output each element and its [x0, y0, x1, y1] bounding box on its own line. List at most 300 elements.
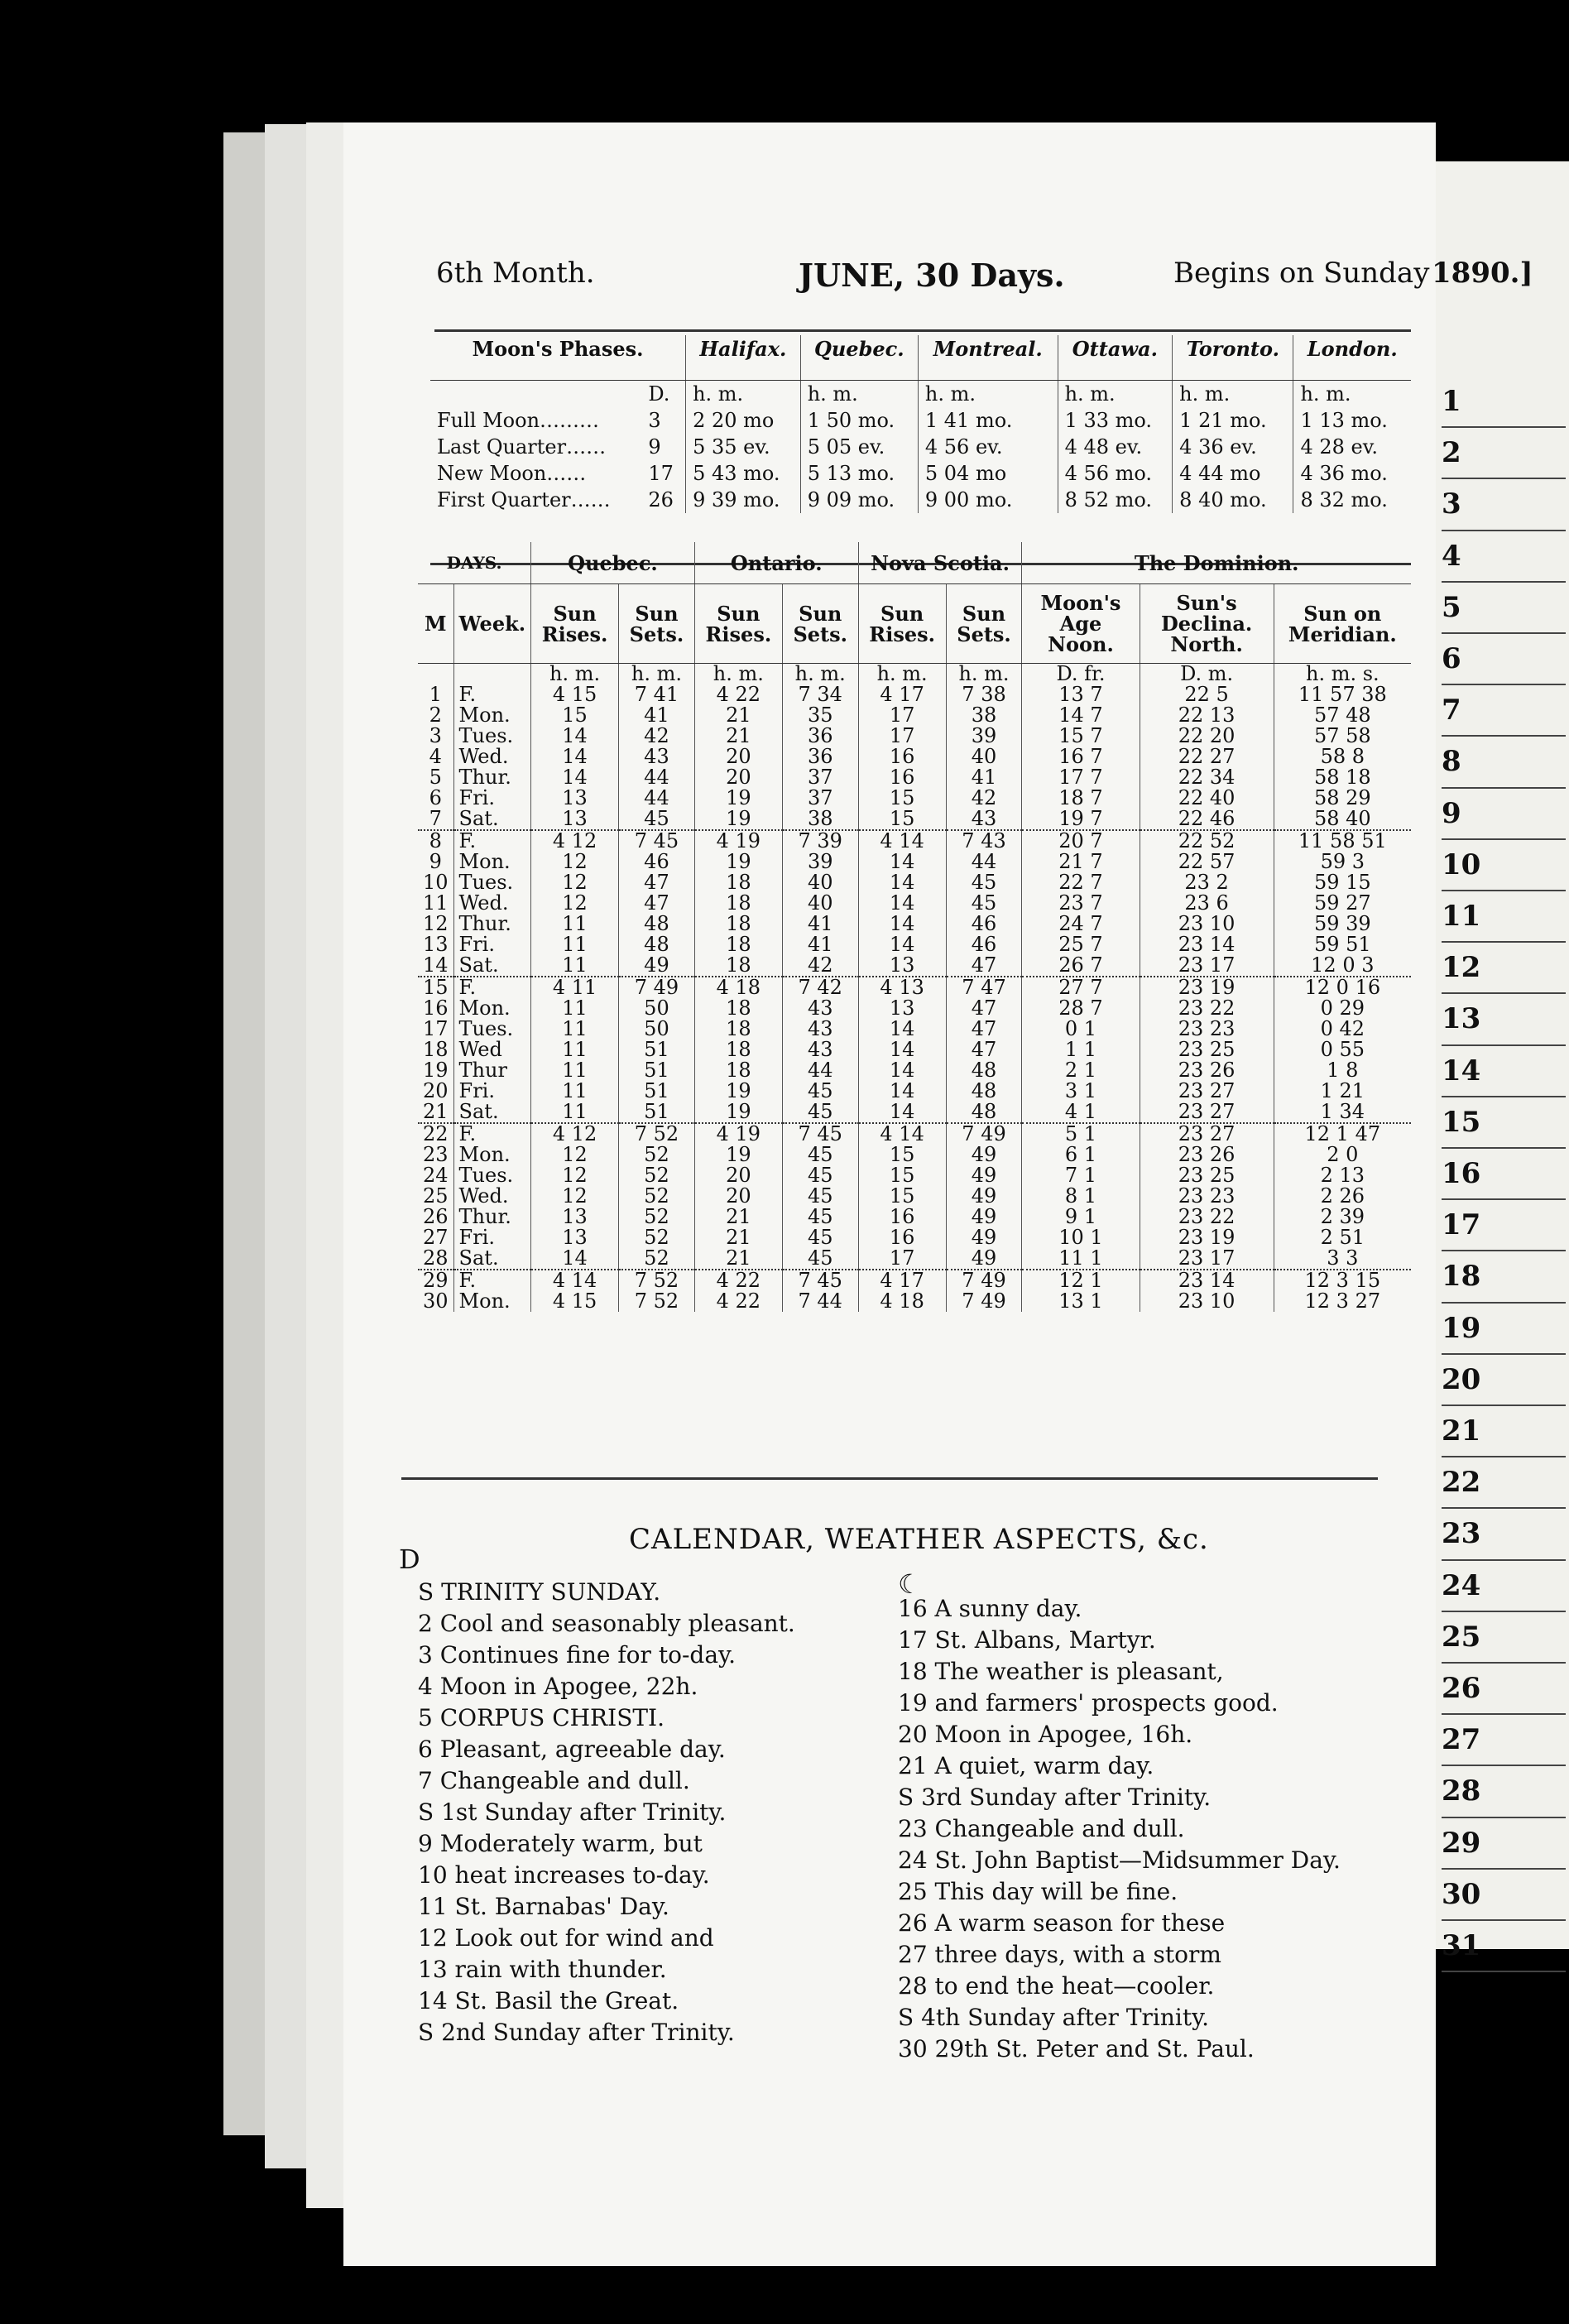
- phase-time: 5 13 mo.: [800, 460, 918, 487]
- value-cell: 7 47: [946, 977, 1022, 998]
- calendar-entry: 19 and farmers' prospects good.: [898, 1689, 1279, 1717]
- value-cell: 18: [694, 1060, 782, 1081]
- phase-time: 5 35 ev.: [686, 434, 801, 460]
- value-cell: 11: [531, 1019, 619, 1040]
- year-label: 1890.]: [1432, 257, 1533, 290]
- weekday: Fri.: [453, 1081, 531, 1102]
- value-cell: 45: [782, 1207, 858, 1227]
- phase-time: 9: [648, 435, 661, 459]
- phase-time: 4 36 mo.: [1293, 460, 1411, 487]
- phase-col-header: Montreal.: [918, 335, 1058, 381]
- value-cell: 14: [858, 934, 946, 955]
- calendar-entry: 25 This day will be fine.: [898, 1878, 1178, 1905]
- unit-cell: D. fr.: [1022, 664, 1140, 685]
- value-cell: 23 27: [1140, 1102, 1274, 1123]
- value-cell: 41: [619, 705, 695, 726]
- weekday: Mon.: [453, 1291, 531, 1312]
- value-cell: 4 22: [694, 684, 782, 705]
- calendar-entry: 2 Cool and seasonably pleasant.: [418, 1610, 795, 1637]
- phase-time: 9 39 mo.: [686, 487, 801, 513]
- weekday: Wed.: [453, 1186, 531, 1207]
- day-number-line: 28: [1442, 1766, 1566, 1817]
- table-row: [418, 914, 1411, 934]
- value-cell: 42: [782, 955, 858, 977]
- value-cell: 1 34: [1274, 1102, 1411, 1123]
- weekday: Fri.: [453, 934, 531, 955]
- value-cell: 4 22: [694, 1270, 782, 1291]
- value-cell: 23 27: [1140, 1081, 1274, 1102]
- group-header: Nova Scotia.: [858, 542, 1022, 584]
- value-cell: 7 49: [946, 1270, 1022, 1291]
- value-cell: 23 25: [1140, 1040, 1274, 1060]
- column-header: Moon's Age Noon.: [1022, 584, 1140, 664]
- value-cell: 41: [782, 934, 858, 955]
- value-cell: 12: [531, 872, 619, 893]
- unit-cell: h. m.: [531, 664, 619, 685]
- day-number-line: 26: [1442, 1664, 1566, 1715]
- value-cell: 7 49: [946, 1123, 1022, 1145]
- phase-time: 4 44 mo: [1173, 460, 1293, 487]
- value-cell: 4 1: [1022, 1102, 1140, 1123]
- value-cell: 49: [619, 955, 695, 977]
- table-row: [418, 1248, 1411, 1270]
- value-cell: 26 7: [1022, 955, 1140, 977]
- day-number: 11: [423, 891, 449, 915]
- value-cell: 22 52: [1140, 830, 1274, 852]
- value-cell: 14: [858, 1019, 946, 1040]
- day-number: 27: [423, 1226, 449, 1249]
- calendar-entry: 12 Look out for wind and: [418, 1924, 714, 1952]
- day-number-line: 12: [1442, 943, 1566, 994]
- table-row: [418, 705, 1411, 726]
- value-cell: 43: [946, 809, 1022, 830]
- value-cell: 7 41: [619, 684, 695, 705]
- value-cell: 28 7: [1022, 998, 1140, 1019]
- value-cell: 9 1: [1022, 1207, 1140, 1227]
- value-cell: 18: [694, 934, 782, 955]
- table-row: [418, 1081, 1411, 1102]
- value-cell: 4 12: [531, 830, 619, 852]
- value-cell: 19: [694, 1102, 782, 1123]
- value-cell: 39: [946, 726, 1022, 747]
- value-cell: 44: [946, 852, 1022, 872]
- value-cell: 2 13: [1274, 1165, 1411, 1186]
- value-cell: 7 45: [782, 1270, 858, 1291]
- value-cell: 58 18: [1274, 767, 1411, 788]
- page-stack-edge: [306, 122, 348, 2208]
- day-number-line: 31: [1442, 1921, 1566, 1972]
- value-cell: 12: [531, 893, 619, 914]
- weekday: Sat.: [453, 1102, 531, 1123]
- phase-col-header: Quebec.: [800, 335, 918, 381]
- value-cell: 36: [782, 747, 858, 767]
- value-cell: 14: [531, 1248, 619, 1270]
- phase-time: 5 43 mo.: [686, 460, 801, 487]
- unit-cell: h. m.: [946, 664, 1022, 685]
- day-number-line: 13: [1442, 994, 1566, 1045]
- calendar-entry: 14 St. Basil the Great.: [418, 1987, 679, 2014]
- value-cell: 7 42: [782, 977, 858, 998]
- weekday: F.: [453, 977, 531, 998]
- day-number: 1: [429, 683, 442, 706]
- value-cell: 58 8: [1274, 747, 1411, 767]
- weekday: Sat.: [453, 809, 531, 830]
- value-cell: 0 55: [1274, 1040, 1411, 1060]
- table-row: [418, 788, 1411, 809]
- calendar-entry: S 4th Sunday after Trinity.: [898, 2004, 1210, 2031]
- day-number: 22: [418, 1123, 453, 1145]
- value-cell: 14: [858, 1040, 946, 1060]
- day-number-line: 27: [1442, 1715, 1566, 1766]
- value-cell: 49: [946, 1145, 1022, 1165]
- phase-col-header: Halifax.: [686, 335, 801, 381]
- day-number: 13: [423, 933, 449, 956]
- value-cell: 4 18: [694, 977, 782, 998]
- unit-cell: D. m.: [1140, 664, 1274, 685]
- value-cell: 23 23: [1140, 1019, 1274, 1040]
- value-cell: 43: [782, 998, 858, 1019]
- weekday: Tues.: [453, 1165, 531, 1186]
- value-cell: 45: [782, 1186, 858, 1207]
- phase-time: 17: [648, 462, 674, 485]
- value-cell: 43: [782, 1019, 858, 1040]
- day-number: 23: [423, 1143, 449, 1166]
- value-cell: 21: [694, 726, 782, 747]
- phase-time: 9 00 mo.: [918, 487, 1058, 513]
- phase-row: [430, 487, 1411, 513]
- value-cell: 59 15: [1274, 872, 1411, 893]
- value-cell: 7 43: [946, 830, 1022, 852]
- value-cell: 52: [619, 1145, 695, 1165]
- value-cell: 38: [946, 705, 1022, 726]
- table-row: [418, 1060, 1411, 1081]
- value-cell: 17: [858, 1248, 946, 1270]
- phase-time: 1 21 mo.: [1173, 407, 1293, 434]
- value-cell: 7 49: [619, 977, 695, 998]
- table-row: [418, 684, 1411, 705]
- value-cell: 41: [946, 767, 1022, 788]
- phase-unit: h. m.: [918, 381, 1058, 408]
- value-cell: 48: [946, 1081, 1022, 1102]
- day-number: 8: [418, 830, 453, 852]
- value-cell: 15: [858, 1186, 946, 1207]
- calendar-entry: 18 The weather is pleasant,: [898, 1658, 1224, 1685]
- value-cell: 13 7: [1022, 684, 1140, 705]
- phase-unit: h. m.: [1173, 381, 1293, 408]
- value-cell: 49: [946, 1186, 1022, 1207]
- value-cell: 50: [619, 1019, 695, 1040]
- value-cell: 12: [531, 1145, 619, 1165]
- value-cell: 37: [782, 767, 858, 788]
- value-cell: 3 1: [1022, 1081, 1140, 1102]
- calendar-entry: S 1st Sunday after Trinity.: [418, 1798, 727, 1826]
- value-cell: 15: [858, 809, 946, 830]
- day-number-line: 15: [1442, 1097, 1566, 1149]
- value-cell: 18: [694, 1040, 782, 1060]
- day-number-line: 20: [1442, 1355, 1566, 1406]
- table-row: [418, 767, 1411, 788]
- unit-cell: h. m.: [694, 664, 782, 685]
- value-cell: 46: [946, 934, 1022, 955]
- calendar-entry: 4 Moon in Apogee, 22h.: [418, 1673, 698, 1700]
- month-label: 6th Month.: [436, 257, 595, 290]
- day-number-line: 25: [1442, 1612, 1566, 1664]
- day-number-line: 21: [1442, 1406, 1566, 1457]
- value-cell: 7 52: [619, 1123, 695, 1145]
- value-cell: 59 3: [1274, 852, 1411, 872]
- value-cell: 24 7: [1022, 914, 1140, 934]
- value-cell: 11: [531, 934, 619, 955]
- value-cell: 20: [694, 1186, 782, 1207]
- value-cell: 11 58 51: [1274, 830, 1411, 852]
- unit-cell: h. m.: [619, 664, 695, 685]
- value-cell: 4 13: [858, 977, 946, 998]
- value-cell: 45: [946, 893, 1022, 914]
- table-row: [418, 1123, 1411, 1145]
- value-cell: 47: [946, 955, 1022, 977]
- phase-time: 1 41 mo.: [918, 407, 1058, 434]
- value-cell: 15 7: [1022, 726, 1140, 747]
- value-cell: 42: [619, 726, 695, 747]
- value-cell: 16: [858, 747, 946, 767]
- value-cell: 7 34: [782, 684, 858, 705]
- value-cell: 12 3 27: [1274, 1291, 1411, 1312]
- calendar-title: CALENDAR, WEATHER ASPECTS, &c.: [629, 1523, 1209, 1556]
- value-cell: 14: [858, 1102, 946, 1123]
- day-number-line: 30: [1442, 1870, 1566, 1921]
- day-number: 10: [423, 871, 449, 894]
- value-cell: 4 18: [858, 1291, 946, 1312]
- value-cell: 23 17: [1140, 1248, 1274, 1270]
- column-header: Sun's Declina. North.: [1140, 584, 1274, 664]
- value-cell: 7 38: [946, 684, 1022, 705]
- calendar-entry: 28 to end the heat—cooler.: [898, 1972, 1215, 2000]
- weekday: Thur: [453, 1060, 531, 1081]
- value-cell: 3 3: [1274, 1248, 1411, 1270]
- calendar-entry: 23 Changeable and dull.: [898, 1815, 1185, 1842]
- title-rule: [434, 329, 1411, 332]
- value-cell: 12 0 16: [1274, 977, 1411, 998]
- column-header: M: [418, 584, 453, 664]
- value-cell: 23 22: [1140, 998, 1274, 1019]
- table-row: [418, 1270, 1411, 1291]
- value-cell: 23 19: [1140, 977, 1274, 998]
- value-cell: 2 51: [1274, 1227, 1411, 1248]
- value-cell: 57 58: [1274, 726, 1411, 747]
- value-cell: 22 27: [1140, 747, 1274, 767]
- phase-unit: h. m.: [1058, 381, 1173, 408]
- value-cell: 23 27: [1140, 1123, 1274, 1145]
- value-cell: 4 17: [858, 684, 946, 705]
- value-cell: 20: [694, 1165, 782, 1186]
- value-cell: 13: [531, 788, 619, 809]
- day-number-line: 6: [1442, 634, 1566, 685]
- day-number: 28: [423, 1246, 449, 1270]
- weekday: Wed.: [453, 747, 531, 767]
- value-cell: 7 52: [619, 1270, 695, 1291]
- day-number: 2: [429, 703, 442, 727]
- value-cell: 0 1: [1022, 1019, 1140, 1040]
- value-cell: 47: [946, 998, 1022, 1019]
- value-cell: 13: [858, 955, 946, 977]
- value-cell: 15: [858, 1165, 946, 1186]
- table-bottom-rule: [401, 1477, 1378, 1480]
- value-cell: 44: [619, 767, 695, 788]
- value-cell: 52: [619, 1248, 695, 1270]
- value-cell: 14 7: [1022, 705, 1140, 726]
- value-cell: 47: [946, 1040, 1022, 1060]
- value-cell: 45: [782, 1227, 858, 1248]
- value-cell: 21: [694, 705, 782, 726]
- calendar-entry: 27 three days, with a storm: [898, 1941, 1221, 1968]
- weekday: Mon.: [453, 1145, 531, 1165]
- day-number: 7: [429, 807, 442, 830]
- value-cell: 23 10: [1140, 1291, 1274, 1312]
- value-cell: 52: [619, 1207, 695, 1227]
- group-header: DAYS.: [418, 542, 531, 584]
- value-cell: 12 1: [1022, 1270, 1140, 1291]
- page-title: JUNE, 30 Days.: [799, 257, 1065, 294]
- value-cell: 51: [619, 1040, 695, 1060]
- value-cell: 45: [782, 1102, 858, 1123]
- weekday: Tues.: [453, 1019, 531, 1040]
- value-cell: 14: [531, 767, 619, 788]
- value-cell: 50: [619, 998, 695, 1019]
- calendar-entry: 26 A warm season for these: [898, 1909, 1226, 1937]
- phase-time: 4 56 mo.: [1058, 460, 1173, 487]
- value-cell: 1 8: [1274, 1060, 1411, 1081]
- value-cell: 14: [531, 747, 619, 767]
- value-cell: 52: [619, 1186, 695, 1207]
- weekday: Wed: [453, 1040, 531, 1060]
- value-cell: 45: [782, 1165, 858, 1186]
- phase-unit: h. m.: [800, 381, 918, 408]
- weekday: Wed.: [453, 893, 531, 914]
- value-cell: 18: [694, 998, 782, 1019]
- value-cell: 18 7: [1022, 788, 1140, 809]
- unit-cell: h. m.: [782, 664, 858, 685]
- value-cell: 22 20: [1140, 726, 1274, 747]
- value-cell: 16: [858, 767, 946, 788]
- value-cell: 49: [946, 1207, 1022, 1227]
- phase-row: [430, 460, 1411, 487]
- value-cell: 22 13: [1140, 705, 1274, 726]
- value-cell: 14: [858, 872, 946, 893]
- value-cell: 16 7: [1022, 747, 1140, 767]
- calendar-entry: S 3rd Sunday after Trinity.: [898, 1784, 1212, 1811]
- value-cell: 48: [619, 914, 695, 934]
- value-cell: 18: [694, 872, 782, 893]
- value-cell: 44: [619, 788, 695, 809]
- value-cell: 36: [782, 726, 858, 747]
- day-number: 29: [418, 1270, 453, 1291]
- value-cell: 12 1 47: [1274, 1123, 1411, 1145]
- phase-name: New Moon……: [437, 462, 587, 485]
- value-cell: 23 14: [1140, 1270, 1274, 1291]
- value-cell: 4 15: [531, 684, 619, 705]
- phase-time: 4 48 ev.: [1058, 434, 1173, 460]
- begins-label: Begins on Sunday: [1173, 257, 1430, 290]
- value-cell: 1 21: [1274, 1081, 1411, 1102]
- calendar-entry: 3 Continues fine for to-day.: [418, 1641, 737, 1669]
- calendar-right-column: [898, 1593, 1341, 2065]
- value-cell: 58 29: [1274, 788, 1411, 809]
- value-cell: 5 1: [1022, 1123, 1140, 1145]
- value-cell: 12 0 3: [1274, 955, 1411, 977]
- value-cell: 14: [858, 1081, 946, 1102]
- day-number-line: 18: [1442, 1251, 1566, 1303]
- day-number-line: 17: [1442, 1200, 1566, 1251]
- value-cell: 22 46: [1140, 809, 1274, 830]
- value-cell: 12: [531, 1165, 619, 1186]
- day-number-line: 9: [1442, 789, 1566, 840]
- group-header: Quebec.: [531, 542, 695, 584]
- value-cell: 15: [858, 1145, 946, 1165]
- table-row: [418, 1227, 1411, 1248]
- value-cell: 52: [619, 1165, 695, 1186]
- value-cell: 51: [619, 1081, 695, 1102]
- weekday: Fri.: [453, 788, 531, 809]
- value-cell: 19: [694, 788, 782, 809]
- value-cell: 49: [946, 1165, 1022, 1186]
- day-number-line: 23: [1442, 1509, 1566, 1560]
- value-cell: 21: [694, 1207, 782, 1227]
- calendar-entry: 20 Moon in Apogee, 16h.: [898, 1721, 1193, 1748]
- table-row: [418, 726, 1411, 747]
- value-cell: 0 42: [1274, 1019, 1411, 1040]
- phase-col-header: Ottawa.: [1058, 335, 1173, 381]
- table-row: [418, 1019, 1411, 1040]
- value-cell: 2 1: [1022, 1060, 1140, 1081]
- column-header: Week.: [453, 584, 531, 664]
- phase-unit-row: [430, 381, 1411, 408]
- unit-cell: [453, 664, 531, 685]
- value-cell: 47: [946, 1019, 1022, 1040]
- day-number: 19: [423, 1059, 449, 1082]
- phase-unit: h. m.: [686, 381, 801, 408]
- phase-time: 1 13 mo.: [1293, 407, 1411, 434]
- phase-row: [430, 407, 1411, 434]
- value-cell: 23 6: [1140, 893, 1274, 914]
- calendar-entry: 5 CORPUS CHRISTI.: [418, 1704, 665, 1731]
- table-row: [418, 1291, 1411, 1312]
- group-header: Ontario.: [694, 542, 858, 584]
- value-cell: 22 5: [1140, 684, 1274, 705]
- day-number-line: 19: [1442, 1304, 1566, 1355]
- phase-unit: [430, 381, 641, 408]
- value-cell: 13: [531, 1227, 619, 1248]
- value-cell: 18: [694, 893, 782, 914]
- value-cell: 11: [531, 1081, 619, 1102]
- value-cell: 4 12: [531, 1123, 619, 1145]
- phase-name: Last Quarter……: [437, 435, 607, 459]
- value-cell: 2 0: [1274, 1145, 1411, 1165]
- day-number: 3: [429, 724, 442, 747]
- value-cell: 19: [694, 809, 782, 830]
- facing-page-day-numbers: [1442, 377, 1566, 1972]
- value-cell: 44: [782, 1060, 858, 1081]
- value-cell: 14: [858, 893, 946, 914]
- value-cell: 23 14: [1140, 934, 1274, 955]
- value-cell: 13 1: [1022, 1291, 1140, 1312]
- phase-time: 4 28 ev.: [1293, 434, 1411, 460]
- phase-time: 1 33 mo.: [1058, 407, 1173, 434]
- column-header: Sun Sets.: [946, 584, 1022, 664]
- value-cell: 57 48: [1274, 705, 1411, 726]
- phase-time: 5 05 ev.: [800, 434, 918, 460]
- value-cell: 48: [946, 1060, 1022, 1081]
- calendar-entry: 30 29th St. Peter and St. Paul.: [898, 2035, 1255, 2062]
